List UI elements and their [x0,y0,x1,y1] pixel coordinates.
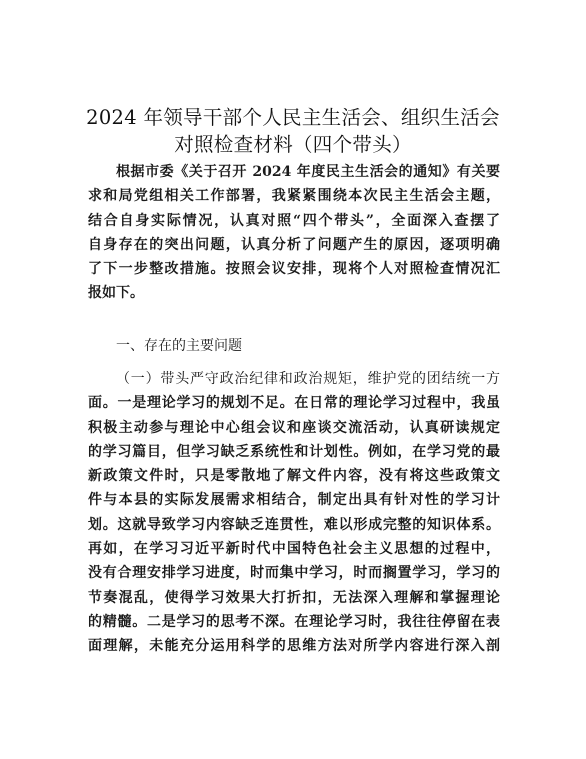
text-line: 的精髓。二是学习的思考不深。在理论学习时，我往往停留在表 [88,613,500,630]
text-line: （一）带头严守政治纪律和政治规矩，维护党的团结统一方 [116,371,500,387]
section-1-paragraph [88,367,500,659]
document-title-line-2: 对照检查材料（四个带头） [174,133,412,156]
text-line: 报如下。 [88,285,144,302]
text-line: 求和局党组相关工作部署，我紧紧围绕本次民主生活会主题， [88,188,500,205]
text-line: 的学习篇目，但学习缺乏系统性和计划性。例如，在学习党的最 [88,443,500,460]
text-line: 了下一步整改措施。按照会议安排，现将个人对照检查情况汇 [88,261,500,278]
text-line: 面。一是理论学习的规划不足。在日常的理论学习过程中，我虽 [88,395,500,412]
section-heading: 一、存在的主要问题 [116,338,242,354]
document-title-line-1: 2024 年领导干部个人民主生活会、组织生活会 [86,106,500,129]
intro-paragraph [88,160,500,306]
text-line: 面理解，未能充分运用科学的思维方法对所学内容进行深入剖 [88,638,500,655]
text-line: 没有合理安排学习进度，时而集中学习，时而搁置学习，学习的 [88,565,500,582]
text-line: 划。这就导致学习内容缺乏连贯性，难以形成完整的知识体系。 [88,516,500,533]
text-line: 自身存在的突出问题，认真分析了问题产生的原因，逐项明确 [88,236,500,253]
text-line: 再如，在学习习近平新时代中国特色社会主义思想的过程中， [88,541,500,558]
text-line: 件与本县的实际发展需求相结合，制定出具有针对性的学习计 [88,492,500,509]
text-line: 根据市委《关于召开 2024 年度民主生活会的通知》有关要 [116,164,500,180]
text-line: 节奏混乱，使得学习效果大打折扣，无法深入理解和掌握理论 [88,589,500,606]
text-line: 积极主动参与理论中心组会议和座谈交流活动，认真研读规定 [88,419,500,436]
text-line: 结合自身实际情况，认真对照“四个带头”，全面深入查摆了 [88,212,500,229]
text-line: 新政策文件时，只是零散地了解文件内容，没有将这些政策文 [88,468,500,485]
